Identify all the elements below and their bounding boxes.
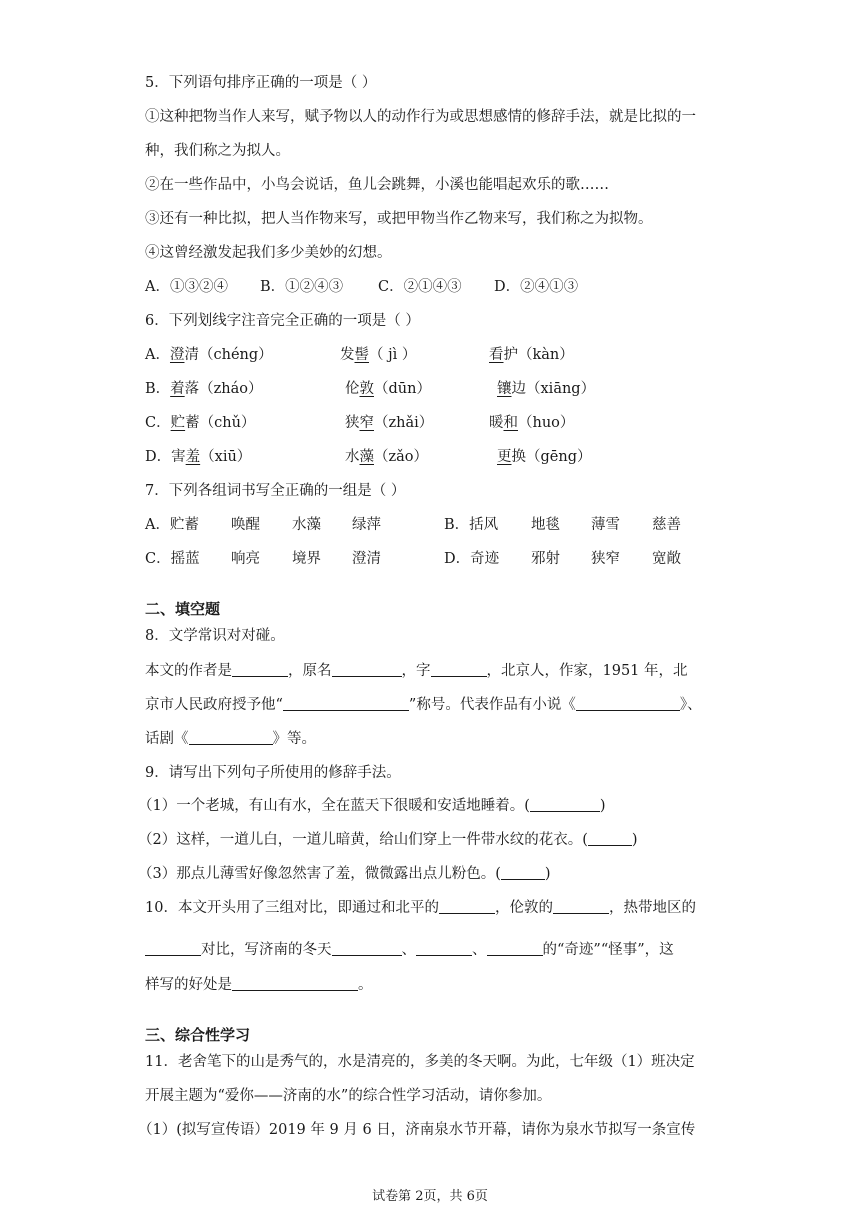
answer-blank[interactable]	[439, 899, 495, 914]
q7-word: 狭窄	[591, 551, 620, 567]
q8-text: 京市人民政府授予他“	[145, 697, 283, 713]
answer-blank[interactable]	[332, 662, 402, 677]
q6-c3	[489, 413, 574, 433]
q7-option-a[interactable]: A．贮蓄	[145, 517, 199, 533]
q10-text: 的“奇迹”“怪事”，这	[542, 942, 674, 958]
q5-sentence-2: ②在一些作品中，小鸟会说话，鱼儿会跳舞，小溪也能唱起欢乐的歌……	[145, 177, 609, 193]
q6-option-label: C．	[145, 415, 171, 431]
q6-d2-post: （zǎo）	[374, 449, 429, 465]
q7-word: 邪射	[531, 551, 560, 567]
q6-a1-post: 清（chéng）	[184, 347, 273, 363]
answer-blank[interactable]	[501, 865, 545, 880]
q8-text: 话剧《	[145, 731, 189, 747]
q7-word: 澄清	[352, 551, 381, 567]
answer-blank[interactable]	[283, 696, 409, 711]
q5-option-a[interactable]: A．①③②④	[145, 279, 228, 295]
q8-text: 本文的作者是	[145, 663, 232, 679]
q6-a2	[340, 345, 416, 365]
q6-d3	[497, 447, 591, 467]
q6-a1-underlined: 澄	[169, 347, 185, 363]
q6-b1-post: 落（zháo）	[184, 381, 263, 397]
q8-text: ，原名	[288, 663, 332, 679]
q6-stem: 6．下列划线字注音完全正确的一项是（ ）	[145, 313, 420, 329]
q7-word: 境界	[292, 551, 321, 567]
q7-word: 慈善	[652, 517, 681, 533]
answer-blank[interactable]	[416, 941, 472, 956]
q8-line-1	[145, 661, 688, 681]
answer-blank[interactable]	[332, 941, 402, 956]
q6-d1-underlined: 羞	[185, 449, 201, 465]
q8-stem: 8．文学常识对对碰。	[145, 628, 285, 644]
q8-text: ，字	[401, 663, 431, 679]
answer-blank[interactable]	[189, 730, 273, 745]
q6-d1-post: （xiū）	[200, 449, 252, 465]
q11-line-1: 11．老舍笔下的山是秀气的，水是清亮的，多美的冬天啊。为此，七年级（1）班决定	[145, 1054, 695, 1070]
q7-word: 唤醒	[231, 517, 260, 533]
q9-text: （1）一个老城，有山有水，全在蓝天下很暖和安适地睡着。(	[138, 798, 530, 814]
q7-option-b[interactable]: B．括风	[444, 517, 499, 533]
q6-option-a[interactable]	[145, 345, 273, 365]
q6-b2-post: （dūn）	[374, 381, 431, 397]
q6-b2-pre: 伦	[345, 381, 360, 397]
q6-a3	[489, 345, 574, 365]
answer-blank[interactable]	[553, 899, 609, 914]
q6-a2-post: （ jì ）	[369, 347, 417, 363]
q6-b3-underlined: 镶	[497, 381, 512, 397]
q5-sentence-1a: ①这种把物当作人来写，赋予物以人的动作行为或思想感情的修辞手法，就是比拟的一	[145, 109, 696, 125]
q7-option-c[interactable]: C．摇蓝	[145, 551, 200, 567]
q6-b3	[497, 379, 595, 399]
q6-c2	[345, 413, 433, 433]
q8-text: 》等。	[272, 731, 316, 747]
q5-sentence-4: ④这曾经激发起我们多少美妙的幻想。	[145, 245, 392, 261]
q6-c3-underlined: 和	[503, 415, 518, 431]
q6-c1-underlined: 贮	[170, 415, 186, 431]
q9-text: )	[544, 866, 551, 882]
answer-blank[interactable]	[232, 976, 358, 991]
q10-text: 10．本文开头用了三组对比，即通过和北平的	[145, 900, 439, 916]
section-heading-integrated-learning: 三、综合性学习	[145, 1026, 251, 1044]
q6-option-c[interactable]	[145, 413, 255, 433]
q10-text: ，热带地区的	[608, 900, 696, 916]
q9-text: )	[599, 798, 606, 814]
q6-d1-pre: 害	[171, 449, 186, 465]
q6-a2-underlined: 髻	[354, 347, 369, 363]
q6-b2	[345, 379, 431, 399]
q9-sentence-3	[138, 864, 551, 884]
q7-word: 薄雪	[591, 517, 620, 533]
answer-blank[interactable]	[576, 696, 680, 711]
answer-blank[interactable]	[431, 662, 487, 677]
q10-text: 。	[358, 977, 373, 993]
q7-option-d[interactable]: D．奇迹	[444, 551, 500, 567]
q7-word: 宽敞	[652, 551, 681, 567]
q6-b2-underlined: 敦	[359, 381, 374, 397]
answer-blank[interactable]	[588, 831, 632, 846]
q9-text: （3）那点儿薄雪好像忽然害了羞，微微露出点儿粉色。(	[138, 866, 501, 882]
q11-line-3: （1）(拟写宣传语）2019 年 9 月 6 日，济南泉水节开幕，请你为泉水节拟写一条宣传	[138, 1122, 696, 1138]
q10-line-2	[145, 940, 674, 960]
q9-sentence-1	[138, 796, 606, 816]
q6-d3-post: 换（gēng）	[511, 449, 592, 465]
q7-word: 绿萍	[352, 517, 381, 533]
q5-sentence-3: ③还有一种比拟，把人当作物来写，或把甲物当作乙物来写，我们称之为拟物。	[145, 211, 653, 227]
q6-option-d[interactable]	[145, 447, 251, 467]
q9-stem: 9．请写出下列句子所使用的修辞手法。	[145, 765, 401, 781]
q10-line-1	[145, 898, 696, 918]
answer-blank[interactable]	[145, 941, 201, 956]
q6-a2-pre: 发	[340, 347, 355, 363]
q6-option-label: B．	[145, 381, 171, 397]
q8-text: 》、	[679, 697, 702, 713]
q6-a3-underlined: 看	[489, 347, 504, 363]
answer-blank[interactable]	[232, 662, 288, 677]
q9-text: )	[631, 832, 638, 848]
q7-word: 地毯	[531, 517, 560, 533]
q5-stem: 5．下列语句排序正确的一项是（ ）	[145, 75, 377, 91]
q8-line-2	[145, 695, 702, 715]
q6-c1-post: 蓄（chǔ）	[185, 415, 256, 431]
q6-c2-pre: 狭	[345, 415, 360, 431]
q10-text: 样写的好处是	[145, 977, 232, 993]
q6-b1-underlined: 着	[170, 381, 185, 397]
q7-word: 响亮	[231, 551, 260, 567]
q7-stem: 7．下列各组词书写全正确的一组是（ ）	[145, 483, 406, 499]
q5-option-c[interactable]: C．②①④③	[378, 279, 462, 295]
q11-line-2: 开展主题为“爱你——济南的水”的综合性学习活动，请你参加。	[145, 1088, 552, 1104]
q6-d2-underlined: 藻	[359, 449, 374, 465]
q6-b3-post: 边（xiāng）	[511, 381, 596, 397]
q6-option-label: D．	[145, 449, 172, 465]
q6-a3-post: 护（kàn）	[503, 347, 574, 363]
q10-text: 对比，写济南的冬天	[201, 942, 332, 958]
q7-word: 水藻	[292, 517, 321, 533]
q8-line-3	[145, 729, 316, 749]
q6-c2-underlined: 窄	[359, 415, 374, 431]
q6-d2	[345, 447, 428, 467]
page-footer: 试卷第 2页，共 6页	[372, 1189, 488, 1204]
section-heading-fill-in: 二、填空题	[145, 600, 221, 618]
q8-text: ，北京人，作家，1951 年，北	[486, 663, 688, 679]
q9-sentence-2	[138, 830, 638, 850]
q8-text: ”称号。代表作品有小说《	[408, 697, 576, 713]
answer-blank[interactable]	[530, 797, 600, 812]
q10-line-3	[145, 975, 373, 995]
q5-option-d[interactable]: D．②④①③	[494, 279, 579, 295]
q9-text: （2）这样，一道儿白，一道儿暗黄，给山们穿上一件带水纹的花衣。(	[138, 832, 588, 848]
q6-c2-post: （zhǎi）	[374, 415, 434, 431]
q5-sentence-1b: 种，我们称之为拟人。	[145, 143, 290, 159]
q10-text: 、	[401, 942, 416, 958]
q6-c3-post: （huo）	[518, 415, 575, 431]
q10-text: 、	[472, 942, 487, 958]
q5-option-b[interactable]: B．①②④③	[260, 279, 344, 295]
q6-d2-pre: 水	[345, 449, 360, 465]
q6-d3-underlined: 更	[497, 449, 512, 465]
q6-option-b[interactable]	[145, 379, 263, 399]
answer-blank[interactable]	[487, 941, 543, 956]
q6-option-label: A．	[145, 347, 170, 363]
q6-c3-pre: 暖	[489, 415, 504, 431]
q10-text: ，伦敦的	[494, 900, 553, 916]
